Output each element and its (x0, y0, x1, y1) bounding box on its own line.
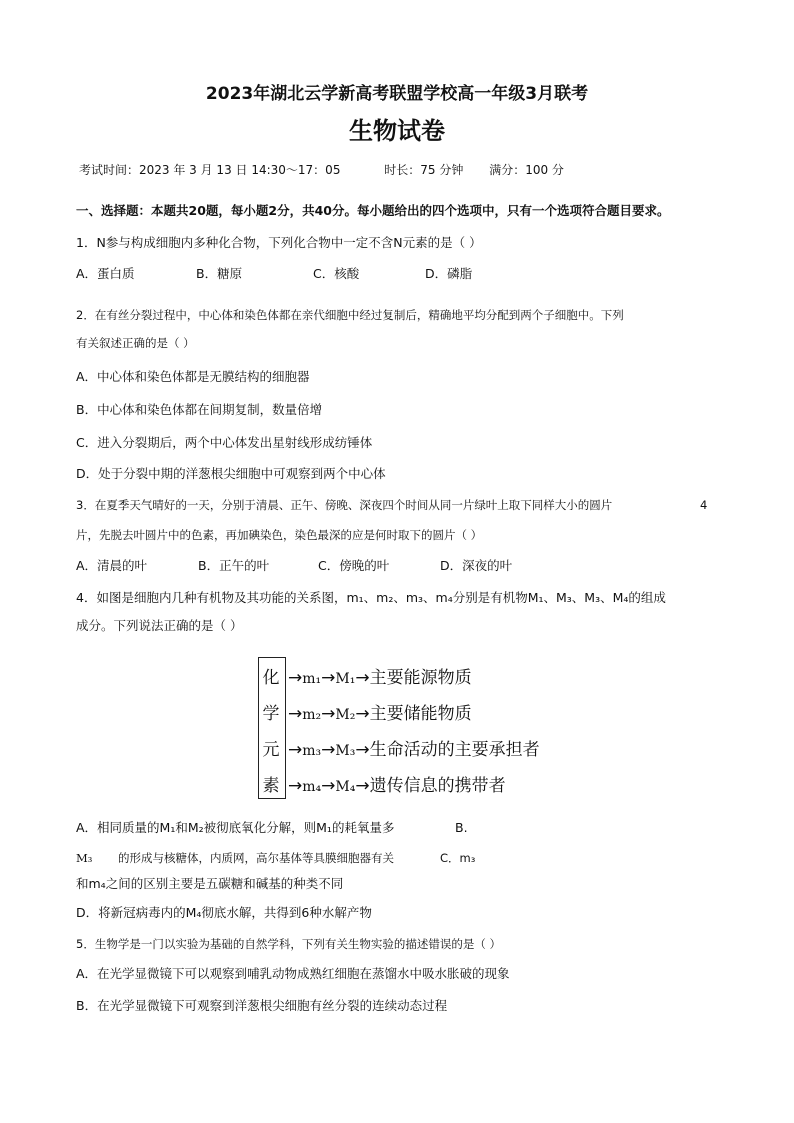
polymer-label: M₃ (335, 743, 356, 759)
q2-option-b: B．中心体和染色体都在间期复制，数量倍增 (76, 402, 323, 417)
q4-stem-line2: 成分。下列说法正确的是（ ） (76, 618, 243, 633)
box-char: 化 (262, 668, 280, 688)
q2-option-d: D．处于分裂中期的洋葱根尖细胞中可观察到两个中心体 (76, 466, 386, 481)
q3-option-a: A．清晨的叶 (76, 558, 148, 573)
section-heading: 一、选择题：本题共20题，每小题2分，共40分。每小题给出的四个选项中，只有一个选项符合题目要求。 (76, 203, 670, 218)
diagram-row-4 (288, 771, 506, 796)
polymer-label: M₄ (335, 779, 356, 795)
monomer-label: m₄ (302, 779, 322, 795)
q1-option-c: C．核酸 (313, 266, 360, 281)
function-label: 遗传信息的携带者 (369, 776, 506, 796)
q2-stem-line1: 2．在有丝分裂过程中，中心体和染色体都在亲代细胞中经过复制后，精确地平均分配到两个子细胞中。下列 (76, 308, 624, 322)
q5-stem: 5．生物学是一门以实验为基础的自然学科，下列有关生物实验的描述错误的是（ ） (76, 937, 501, 951)
arrow: → (355, 704, 370, 724)
arrow: → (288, 740, 303, 760)
organic-compound-diagram (258, 657, 558, 803)
q2-option-c: C．进入分裂期后，两个中心体发出星射线形成纺锤体 (76, 435, 373, 450)
monomer-label: m₁ (302, 671, 322, 687)
subject-title: 生物试卷 (349, 117, 445, 145)
q1-option-a: A．蛋白质 (76, 266, 135, 281)
box-char: 学 (262, 704, 280, 724)
exam-title: 2023年湖北云学新高考联盟学校高一年级3月联考 (205, 84, 589, 104)
function-label: 主要能源物质 (369, 668, 472, 688)
q4-option-b-text: 的形成与核糖体，内质网，高尔基体等具膜细胞器有关 (118, 851, 394, 865)
diagram-row-2 (288, 699, 472, 724)
arrow: → (288, 668, 303, 688)
q4-option-d: D．将新冠病毒内的M₄彻底水解，共得到6种水解产物 (76, 905, 372, 920)
arrow: → (321, 668, 336, 688)
arrow: → (288, 704, 303, 724)
exam-info-line (79, 162, 564, 178)
q3-stem-line1-end: 4 (700, 498, 708, 512)
q2-stem-line2: 有关叙述正确的是（ ） (76, 336, 195, 350)
polymer-label: M₂ (335, 707, 356, 723)
exam-time: 考试时间：2023 年 3 月 13 日 14:30～17：05 (79, 163, 341, 177)
q2-option-a: A．中心体和染色体都是无膜结构的细胞器 (76, 369, 310, 384)
arrow: → (355, 776, 370, 796)
polymer-label: M₁ (335, 671, 356, 687)
q5-option-a: A．在光学显微镜下可以观察到哺乳动物成熟红细胞在蒸馏水中吸水胀破的现象 (76, 966, 510, 981)
q5-option-b: B．在光学显微镜下可观察到洋葱根尖细胞有丝分裂的连续动态过程 (76, 998, 448, 1013)
q4-option-c-text: 和m₄之间的区别主要是五碳糖和碱基的种类不同 (76, 876, 344, 891)
arrow: → (355, 668, 370, 688)
q4-option-b-prefix: B. (455, 820, 468, 835)
box-char: 素 (262, 776, 280, 796)
arrow: → (288, 776, 303, 796)
q4-option-a: A．相同质量的M₁和M₂被彻底氧化分解，则M₁的耗氧量多 (76, 820, 395, 835)
q4-option-c-prefix: C．m₃ (440, 851, 476, 865)
q3-option-c: C．傍晚的叶 (318, 558, 390, 573)
q3-stem-line1: 3．在夏季天气晴好的一天，分别于清晨、正午、傍晚、深夜四个时间从同一片绿叶上取下同样大小的圆片 (76, 498, 613, 512)
q3-option-b: B．正午的叶 (198, 558, 270, 573)
arrow: → (321, 704, 336, 724)
diagram-row-3 (288, 735, 540, 760)
box-char: 元 (262, 740, 280, 760)
function-label: 主要储能物质 (369, 704, 472, 724)
q1-option-d: D．磷脂 (425, 266, 473, 281)
function-label: 生命活动的主要承担者 (369, 740, 540, 760)
monomer-label: m₃ (302, 743, 322, 759)
arrow: → (355, 740, 370, 760)
q1-option-b: B．糖原 (196, 266, 243, 281)
exam-duration: 时长：75 分钟 (384, 163, 464, 177)
q1-stem: 1．N参与构成细胞内多种化合物，下列化合物中一定不含N元素的是（ ） (76, 235, 482, 250)
exam-full-score: 满分：100 分 (489, 163, 564, 177)
diagram-row-1 (288, 663, 472, 688)
monomer-label: m₂ (302, 707, 322, 723)
arrow: → (321, 740, 336, 760)
q4-option-b-subject: M₃ (76, 851, 93, 865)
q3-stem-line2: 片，先脱去叶圆片中的色素，再加碘染色，染色最深的应是何时取下的圆片（ ） (76, 528, 483, 542)
arrow: → (321, 776, 336, 796)
q3-option-d: D．深夜的叶 (440, 558, 513, 573)
q4-stem-line1: 4．如图是细胞内几种有机物及其功能的关系图，m₁、m₂、m₃、m₄分别是有机物M₁、M₃、M₃、M₄的组成 (76, 590, 666, 605)
